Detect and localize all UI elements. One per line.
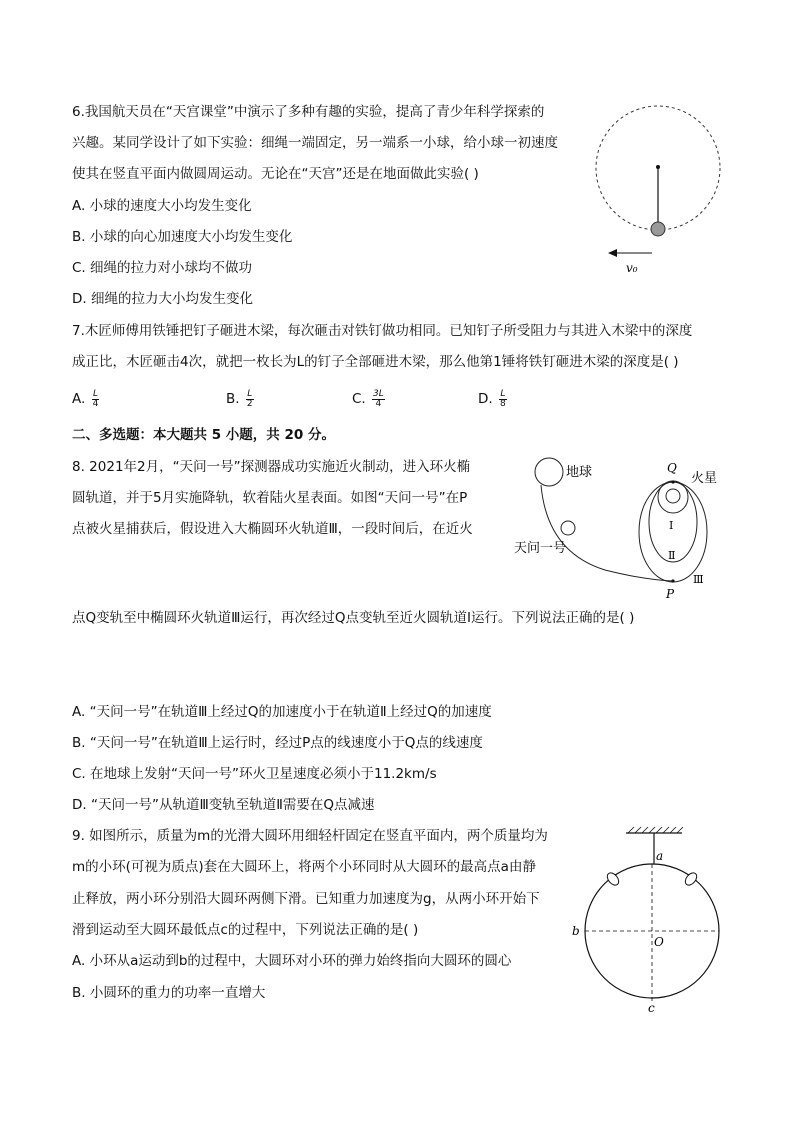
label-a: a xyxy=(656,849,664,863)
earth-circle xyxy=(535,458,563,486)
q8-stem-line-1: 8. 2021年2月，“天问一号”探测器成功实施近火制动，进入环火椭 xyxy=(72,459,471,475)
section-heading: 二、多选题：本大题共 5 小题，共 20 分。 xyxy=(72,427,335,443)
q8-option-a[interactable]: A. “天问一号”在轨道Ⅲ上经过Q的加速度小于在轨道Ⅱ上经过Q的加速度 xyxy=(72,704,492,720)
q7-stem-line-2: 成正比，木匠砸击4次，就把一枚长为L的钉子全部砸进木梁，那么他第1锤将铁钉砸进木梁的深度是( ) xyxy=(72,354,679,370)
q7-option-b[interactable]: B. $\frac{L}{2}$ xyxy=(226,388,253,409)
q6-stem-line-3: 使其在竖直平面内做圆周运动。无论在“天宫”还是在地面做此实验( ) xyxy=(72,166,479,182)
q8-stem-line-3: 点被火星捕获后，假设进入大椭圆环火轨道Ⅲ，一段时间后，在近火 xyxy=(72,521,473,537)
q6-ball xyxy=(651,222,665,236)
q8-option-c[interactable]: C. 在地球上发射“天问一号”环火卫星速度必须小于11.2km/s xyxy=(72,766,437,782)
q7-option-d[interactable]: D. $\frac{L}{8}$ xyxy=(478,388,506,409)
probe-label: 天问一号 xyxy=(514,541,567,556)
earth-label: 地球 xyxy=(566,465,593,480)
q6-option-d[interactable]: D. 细绳的拉力大小均发生变化 xyxy=(72,291,253,307)
fraction: $\frac{L}{2}$ xyxy=(246,388,253,409)
q9-stem-line-4: 滑到运动至大圆环最低点c的过程中，下列说法正确的是( ) xyxy=(72,922,419,938)
fraction: $\frac{L}{8}$ xyxy=(499,388,506,409)
q8-stem-line-4: 点Q变轨至中椭圆环火轨道Ⅲ运行，再次经过Q点变轨至近火圆轨道Ⅰ运行。下列说法正确的是( ) xyxy=(72,610,635,626)
mars-label: 火星 xyxy=(691,471,718,486)
label-p: P xyxy=(666,587,675,601)
ceiling-hatch xyxy=(628,827,683,833)
q8-option-d[interactable]: D. “天问一号”从轨道Ⅲ变轨至轨道Ⅱ需要在Q点减速 xyxy=(72,797,375,813)
point-p xyxy=(671,579,674,582)
q6-velocity-label: v₀ xyxy=(626,261,638,275)
q6-pendulum-figure xyxy=(590,100,730,285)
q8-orbit-figure xyxy=(505,452,730,602)
q7-option-c[interactable]: C. $\frac{3L}{4}$ xyxy=(352,388,384,409)
label-c: c xyxy=(648,1001,655,1015)
q7-option-a[interactable]: A. $\frac{L}{4}$ xyxy=(72,388,99,409)
q6-option-c[interactable]: C. 细绳的拉力对小球均不做功 xyxy=(72,260,253,276)
q9-option-b[interactable]: B. 小圆环的重力的功率一直增大 xyxy=(72,985,266,1001)
q9-stem-line-1: 9. 如图所示，质量为m的光滑大圆环用细轻杆固定在竖直平面内，两个质量均为 xyxy=(72,828,548,844)
label-orbit-1: Ⅰ xyxy=(669,519,674,532)
q9-stem-line-3: 止释放，两小环分别沿大圆环两侧下滑。已知重力加速度为g，从两小环开始下 xyxy=(72,891,540,907)
q6-option-b[interactable]: B. 小球的向心加速度大小均发生变化 xyxy=(72,229,293,245)
q6-option-a[interactable]: A. 小球的速度大小均发生变化 xyxy=(72,198,252,214)
fraction: $\frac{3L}{4}$ xyxy=(373,388,384,409)
q6-arrowhead xyxy=(608,249,617,257)
q9-ring-figure xyxy=(568,825,728,1015)
q6-stem-line-1: 6.我国航天员在“天宫课堂”中演示了多种有趣的实验，提高了青少年科学探索的 xyxy=(72,104,545,120)
label-o: O xyxy=(654,935,664,949)
label-b: b xyxy=(572,924,580,938)
q8-stem-line-2: 圆轨道，并于5月实施降轨，软着陆火星表面。如图“天问一号”在P xyxy=(72,490,468,506)
probe-circle xyxy=(561,521,575,535)
label-q: Q xyxy=(667,461,677,475)
point-q xyxy=(671,480,674,483)
label-orbit-2: Ⅱ xyxy=(668,549,676,562)
label-orbit-3: Ⅲ xyxy=(693,573,704,586)
q9-option-a[interactable]: A. 小环从a运动到b的过程中，大圆环对小环的弹力始终指向大圆环的圆心 xyxy=(72,953,512,969)
fraction: $\frac{L}{4}$ xyxy=(92,388,99,409)
mars-circle xyxy=(666,489,680,503)
q6-stem-line-2: 兴趣。某同学设计了如下实验：细绳一端固定，另一端系一小球，给小球一初速度 xyxy=(72,135,558,151)
q8-option-b[interactable]: B. “天问一号”在轨道Ⅲ上运行时，经过P点的线速度小于Q点的线速度 xyxy=(72,735,483,751)
q9-stem-line-2: m的小环(可视为质点)套在大圆环上，将两个小环同时从大圆环的最高点a由静 xyxy=(72,859,536,875)
q7-stem-line-1: 7.木匠师傅用铁锤把钉子砸进木梁，每次砸击对铁钉做功相同。已知钉子所受阻力与其进入木梁中的深度 xyxy=(72,323,693,339)
